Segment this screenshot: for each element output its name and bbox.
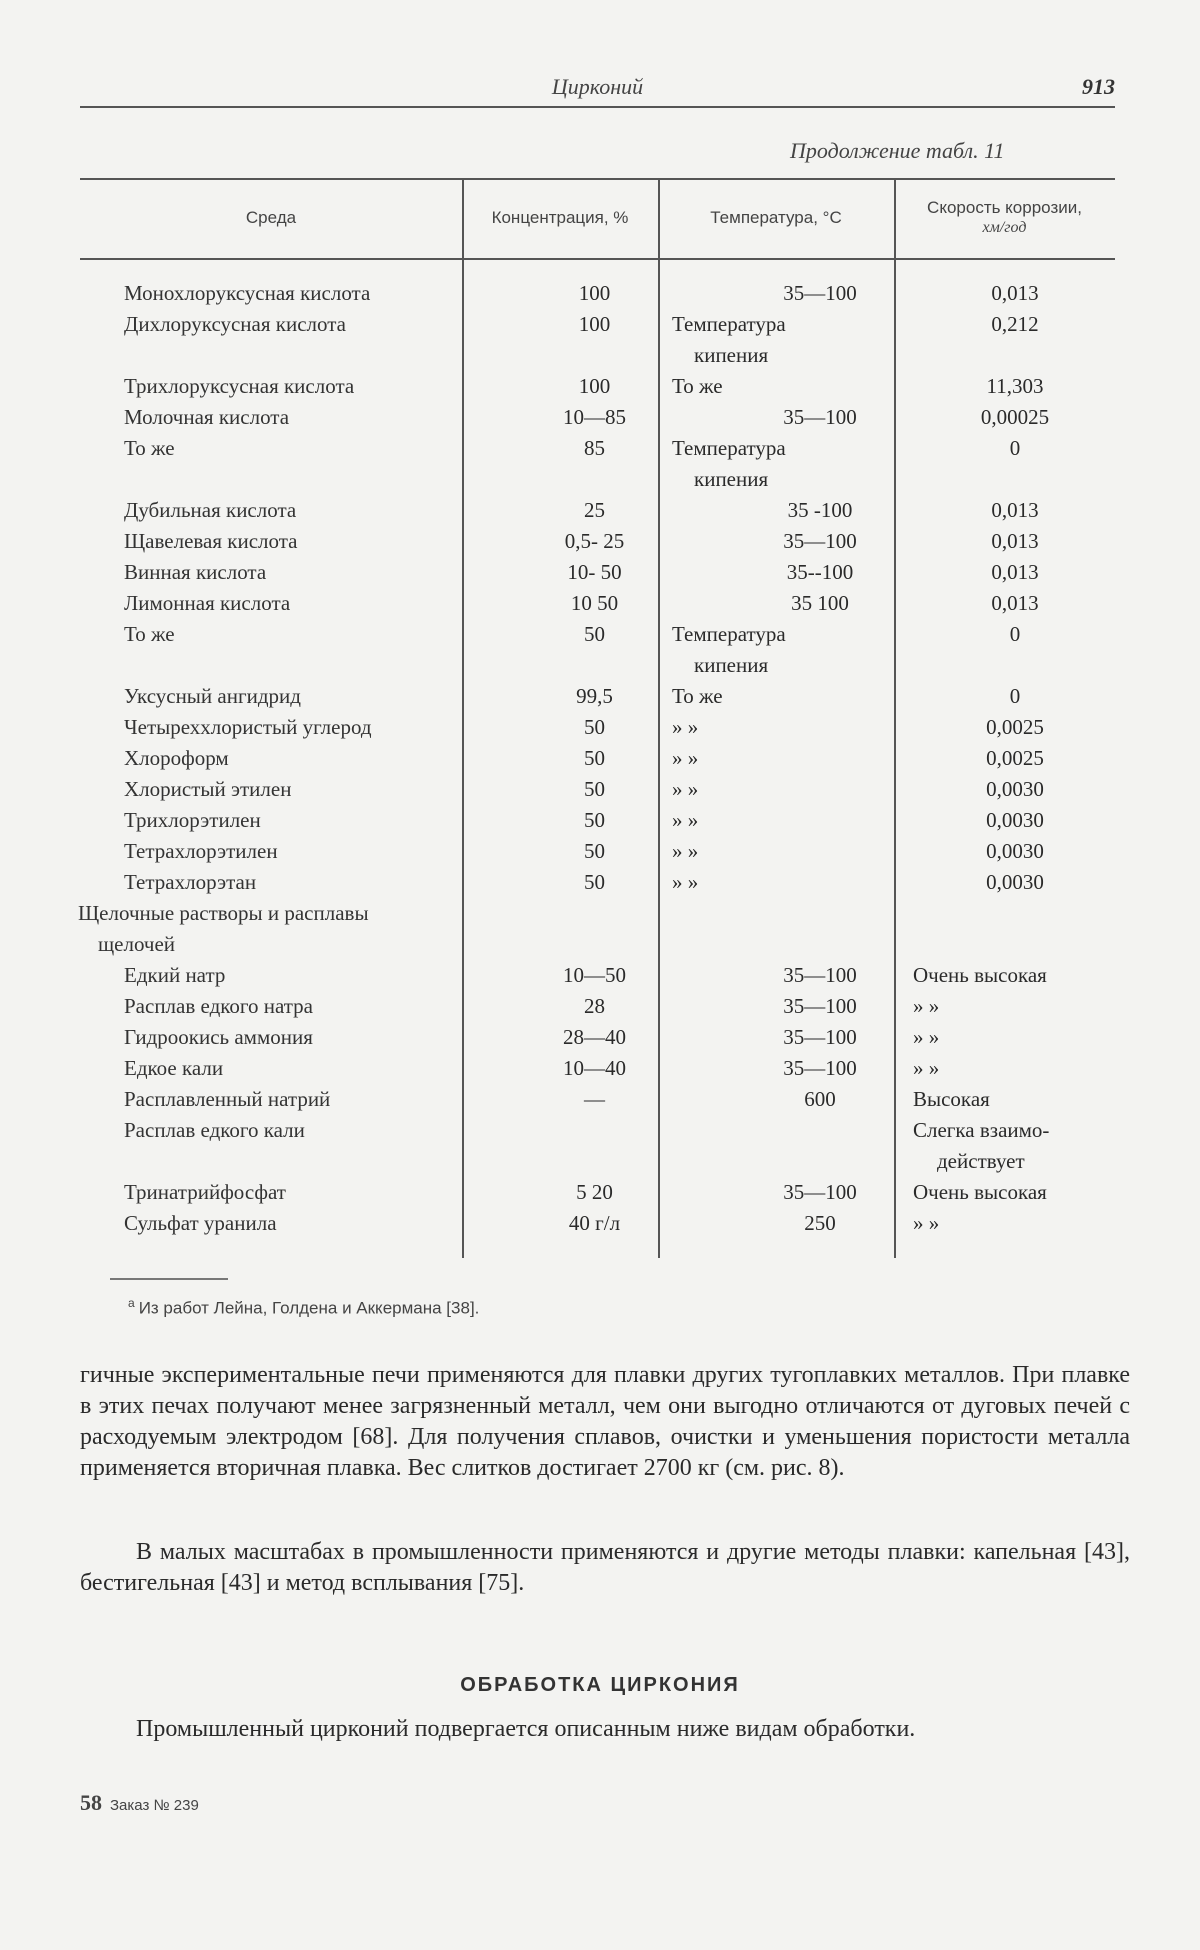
cell-temperature-line1: 35—100 xyxy=(783,1025,857,1049)
cell-medium: Сульфат уранила xyxy=(124,1211,277,1235)
printer-signature xyxy=(80,1790,199,1816)
cell-medium: Уксусный ангидрид xyxy=(124,684,301,708)
footnote-rule xyxy=(110,1278,228,1280)
cell-temperature-line1: 35 -100 xyxy=(787,498,853,522)
cell-temperature-line2: кипения xyxy=(694,343,769,367)
cell-temperature-line1: » » xyxy=(672,808,699,832)
cell-concentration: 100 xyxy=(578,374,611,398)
cell-medium: Расплав едкого кали xyxy=(124,1118,305,1142)
cell-corrosion-rate xyxy=(913,1115,1123,1177)
cell-corrosion-rate xyxy=(894,588,1136,619)
cell-medium: Тетрахлорэтан xyxy=(124,870,257,894)
cell-corrosion-rate-line1: 0,0030 xyxy=(986,870,1044,894)
cell-medium: Хлористый этилен xyxy=(124,777,292,801)
cell-corrosion-rate xyxy=(913,1053,1123,1084)
cell-temperature-line1: » » xyxy=(672,746,699,770)
cell-concentration: 5 20 xyxy=(576,1180,613,1204)
paragraph-other-methods: В малых масштабах в промышленности применяются и другие методы плавки: капельная [43], бестигельная [43] и метод всплывания [75]. xyxy=(80,1539,1130,1596)
cell-concentration: 50 xyxy=(584,870,605,894)
cell-corrosion-rate-line1: » » xyxy=(913,1025,940,1049)
cell-concentration: — xyxy=(584,1087,605,1111)
header-corrosion-rate-unit: хм/год xyxy=(982,219,1027,236)
cell-medium: Едкое кали xyxy=(124,1056,224,1080)
cell-temperature-line1: 35—100 xyxy=(783,405,857,429)
cell-concentration: 10 50 xyxy=(570,591,619,615)
cell-concentration: 50 xyxy=(584,715,605,739)
cell-corrosion-rate xyxy=(913,1084,1123,1115)
running-head xyxy=(80,70,1115,108)
cell-corrosion-rate xyxy=(894,867,1136,898)
cell-temperature-line1: 250 xyxy=(804,1211,836,1235)
cell-temperature-line2: кипения xyxy=(694,467,769,491)
cell-corrosion-rate xyxy=(913,991,1123,1022)
cell-temperature-line1: Температура xyxy=(672,622,786,646)
cell-corrosion-rate-line1: » » xyxy=(913,1056,940,1080)
order-number: Заказ № 239 xyxy=(110,1797,199,1814)
corrosion-table xyxy=(80,178,1115,1258)
table-continuation-caption: Продолжение табл. 11 xyxy=(790,138,1005,163)
cell-medium: Монохлоруксусная кислота xyxy=(124,281,371,305)
cell-concentration: 50 xyxy=(584,622,605,646)
cell-concentration: 10—40 xyxy=(563,1056,626,1080)
cell-temperature-line1: 35—100 xyxy=(783,1180,857,1204)
group-heading-line1: Щелочные растворы и расплавы xyxy=(78,901,369,925)
cell-temperature-line1: 600 xyxy=(804,1087,836,1111)
cell-corrosion-rate xyxy=(894,805,1136,836)
cell-concentration: 50 xyxy=(584,746,605,770)
cell-corrosion-rate-line1: 0,013 xyxy=(991,529,1039,553)
cell-corrosion-rate xyxy=(894,495,1136,526)
cell-corrosion-rate-line1: 0,0030 xyxy=(986,777,1044,801)
cell-medium: Четыреххлористый углерод xyxy=(124,715,372,739)
cell-concentration: 28—40 xyxy=(563,1025,626,1049)
cell-corrosion-rate xyxy=(894,402,1136,433)
cell-concentration: 50 xyxy=(584,777,605,801)
cell-concentration: 25 xyxy=(584,498,605,522)
cell-temperature-line1: 35--100 xyxy=(786,560,854,584)
cell-corrosion-rate xyxy=(894,526,1136,557)
cell-temperature-line1: 35—100 xyxy=(783,963,857,987)
group-heading-line2: щелочей xyxy=(98,932,176,956)
page-number: 913 xyxy=(1082,74,1115,99)
cell-corrosion-rate xyxy=(894,371,1136,402)
cell-concentration: 85 xyxy=(584,436,605,460)
cell-corrosion-rate xyxy=(894,619,1136,650)
cell-corrosion-rate xyxy=(913,960,1123,991)
cell-medium: То же xyxy=(124,622,175,646)
header-corrosion-rate-line1: Скорость коррозии, xyxy=(927,198,1082,217)
cell-corrosion-rate-line1: 0 xyxy=(1009,436,1021,460)
footnote-text: Из работ Лейна, Голдена и Аккермана [38]. xyxy=(138,1298,480,1318)
cell-temperature-line1: Температура xyxy=(672,436,786,460)
cell-medium: Молочная кислота xyxy=(124,405,290,429)
running-head-title: Цирконий xyxy=(551,74,644,99)
cell-corrosion-rate-line1: » » xyxy=(913,994,940,1018)
cell-corrosion-rate-line1: 0,0030 xyxy=(986,839,1044,863)
cell-medium: Дихлоруксусная кислота xyxy=(124,312,346,336)
cell-corrosion-rate-line1: 0 xyxy=(1009,684,1021,708)
cell-concentration: 10- 50 xyxy=(567,560,622,584)
cell-corrosion-rate-line1: 0,0030 xyxy=(986,808,1044,832)
header-medium: Среда xyxy=(245,208,297,227)
cell-corrosion-rate xyxy=(894,712,1136,743)
cell-corrosion-rate xyxy=(894,557,1136,588)
cell-medium: Дубильная кислота xyxy=(124,498,297,522)
cell-temperature-line1: » » xyxy=(672,870,699,894)
cell-concentration: 0,5- 25 xyxy=(564,529,625,553)
cell-temperature-line1: 35—100 xyxy=(783,1056,857,1080)
header-temperature: Температура, °С xyxy=(710,208,842,227)
cell-concentration: 50 xyxy=(584,839,605,863)
cell-medium: Тетрахлорэтилен xyxy=(124,839,278,863)
cell-temperature-line1: 35 100 xyxy=(791,591,849,615)
cell-corrosion-rate xyxy=(913,1177,1123,1208)
table-footnote xyxy=(128,1296,479,1319)
cell-corrosion-rate-line1: 11,303 xyxy=(986,374,1044,398)
cell-temperature-line1: » » xyxy=(672,839,699,863)
cell-corrosion-rate-line1: » » xyxy=(913,1211,940,1235)
cell-corrosion-rate xyxy=(894,433,1136,464)
cell-concentration: 40 г/л xyxy=(568,1211,621,1235)
header-corrosion-rate xyxy=(894,178,1115,258)
cell-temperature-line1: То же xyxy=(672,374,723,398)
cell-medium: Расплавленный натрий xyxy=(124,1087,331,1111)
cell-corrosion-rate-line1: 0,013 xyxy=(991,591,1039,615)
cell-group-heading xyxy=(78,898,458,960)
cell-medium: Винная кислота xyxy=(124,560,267,584)
cell-corrosion-rate-line1: Высокая xyxy=(913,1087,990,1111)
cell-corrosion-rate xyxy=(894,681,1136,712)
table-header-rule xyxy=(80,258,1115,260)
cell-corrosion-rate-line1: 0,00025 xyxy=(980,405,1050,429)
cell-concentration: 10—85 xyxy=(563,405,626,429)
header-concentration: Концентрация, % xyxy=(491,208,629,227)
cell-concentration: 100 xyxy=(578,312,611,336)
cell-medium: Трихлорэтилен xyxy=(124,808,261,832)
cell-corrosion-rate-line1: 0 xyxy=(1009,622,1021,646)
cell-corrosion-rate xyxy=(913,1022,1123,1053)
cell-medium: То же xyxy=(124,436,175,460)
paragraph-melting: гичные экспериментальные печи применяются для плавки других тугоплавких металлов. При плавке в этих печах получают менее загрязненный металл, чем они выгодно отличаются от дуговых печей с расходуемым электродом [68]. Для получения сплавов, очистки и уменьшения пористости металла применяется вторичная плавка. Вес слитков достигает 2700 кг (см. рис. 8). xyxy=(80,1362,1130,1481)
cell-corrosion-rate-line1: Очень высокая xyxy=(913,1180,1047,1204)
cell-corrosion-rate xyxy=(894,278,1136,309)
cell-temperature-line1: 35—100 xyxy=(783,281,857,305)
sheet-number: 58 xyxy=(80,1790,102,1815)
section-heading: ОБРАБОТКА ЦИРКОНИЯ xyxy=(460,1674,740,1696)
cell-corrosion-rate-line1: 0,0025 xyxy=(986,715,1044,739)
cell-corrosion-rate-line1: 0,013 xyxy=(991,498,1039,522)
cell-corrosion-rate xyxy=(894,836,1136,867)
cell-corrosion-rate-line2: действует xyxy=(937,1149,1025,1173)
cell-medium: Хлороформ xyxy=(124,746,229,770)
paragraph-processing: Промышленный цирконий подвергается описанным ниже видам обработки. xyxy=(136,1716,916,1742)
cell-medium: Щавелевая кислота xyxy=(124,529,298,553)
cell-corrosion-rate xyxy=(894,309,1136,340)
cell-corrosion-rate-line1: 0,212 xyxy=(991,312,1039,336)
cell-temperature-line1: » » xyxy=(672,715,699,739)
cell-concentration: 100 xyxy=(578,281,611,305)
cell-corrosion-rate xyxy=(894,743,1136,774)
cell-temperature-line2: кипения xyxy=(694,653,769,677)
cell-medium: Едкий натр xyxy=(124,963,226,987)
cell-corrosion-rate-line1: Очень высокая xyxy=(913,963,1047,987)
cell-corrosion-rate xyxy=(913,1208,1123,1239)
cell-temperature-line1: 35—100 xyxy=(783,994,857,1018)
cell-medium: Гидроокись аммония xyxy=(124,1025,313,1049)
cell-corrosion-rate-line1: Слегка взаимо- xyxy=(913,1118,1050,1142)
cell-medium: Тринатрийфосфат xyxy=(124,1180,286,1204)
cell-concentration: 10—50 xyxy=(563,963,626,987)
cell-corrosion-rate-line1: 0,0025 xyxy=(986,746,1044,770)
cell-medium: Расплав едкого натра xyxy=(124,994,313,1018)
cell-corrosion-rate-line1: 0,013 xyxy=(991,560,1039,584)
cell-corrosion-rate-line1: 0,013 xyxy=(991,281,1039,305)
cell-concentration: 28 xyxy=(584,994,605,1018)
cell-concentration: 50 xyxy=(584,808,605,832)
cell-concentration: 99,5 xyxy=(576,684,613,708)
cell-temperature-line1: То же xyxy=(672,684,723,708)
footnote-mark: а xyxy=(128,1296,135,1310)
cell-temperature-line1: 35—100 xyxy=(783,529,857,553)
cell-medium: Трихлоруксусная кислота xyxy=(124,374,355,398)
cell-medium: Лимонная кислота xyxy=(124,591,291,615)
cell-temperature-line1: » » xyxy=(672,777,699,801)
cell-corrosion-rate xyxy=(894,774,1136,805)
cell-temperature-line1: Температура xyxy=(672,312,786,336)
